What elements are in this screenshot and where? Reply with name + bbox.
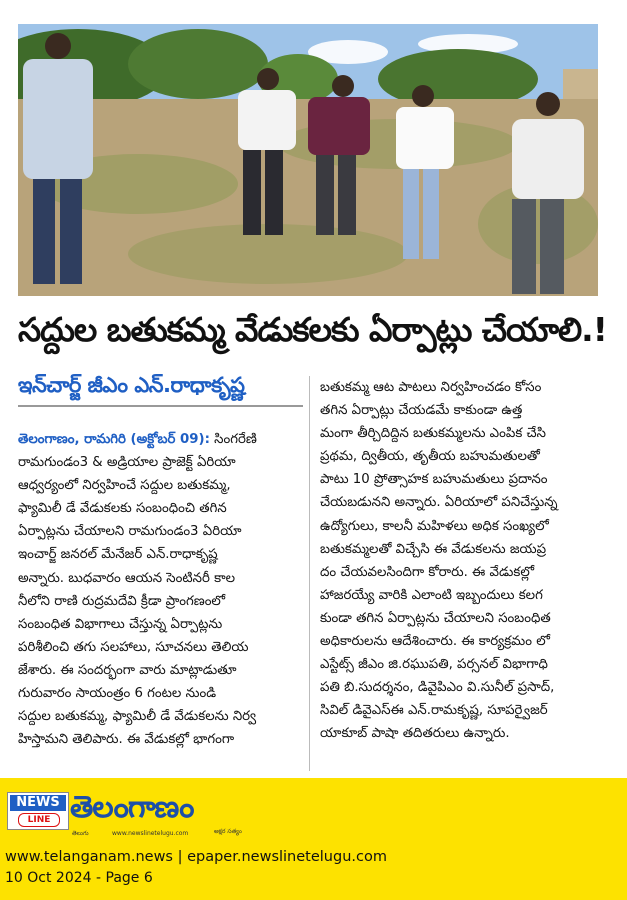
article-line: ఏర్పాట్లను చేయాలని రామగుండం3 ఏరియా [18,524,242,540]
article-line: అధికారులను ఆదేశించారు. ఈ కార్యక్రమం లో [320,634,550,650]
article-line: దం చేయవలసిందిగా కోరారు. ఈ వేడుకల్లో [320,564,535,580]
article-line: హాజరయ్యే వారికి ఎలాంటి ఇబ్బందులు కలగ [320,587,543,603]
logo-line-text: LINE [18,813,60,827]
article-line: చేయబడునని అన్నారు. ఏరియాలో పనిచేస్తున్న [320,495,558,511]
article-line: హిస్తామని తెలిపారు. ఈ వేడుకల్లో భాగంగా [18,732,235,748]
article-line: ఆధ్వర్యంలో నిర్వహించే సద్దుల బతుకమ్మ, [18,478,231,494]
article-line: గురువారం సాయంత్రం 6 గంటల నుండి [18,686,217,702]
article-line: తగిన ఏర్పాట్లు చేయడమే కాకుండా ఉత్త [320,403,523,419]
article-line: కుండా తగిన ఏర్పాట్లను చేయాలని సంబంధిత [320,610,551,626]
wordmark-tagline: అక్షర సత్యం [214,828,242,835]
article-right-column [320,376,600,746]
newsline-logo [7,792,69,830]
wordmark-language-label: తెలుగు [72,830,89,837]
article-line: ఉద్యోగులు, కాలనీ మహిళలు అధిక సంఖ్యలో [320,518,549,534]
article-line: సద్దుల బతుకమ్మ, ఫ్యామిలీ డే వేడుకలను నిర్వ [18,709,257,725]
article-line: నీలోని రాణి రుద్రమదేవి క్రీడా ప్రాంగణంలో [18,593,226,609]
article-subheadline: ఇన్‌చార్జ్ జీఎం ఎన్.రాధాకృష్ణ [18,373,245,397]
article-line: బతుకమ్మలతో విచ్చేసి ఈ వేడుకలను జయప్ర [320,541,547,557]
article-line: ఫ్యామిలీ డే వేడుకలకు సంబంధించి తగిన [18,501,227,517]
article-line: మంగా తీర్చిదిద్దిన బతుకమ్మలను ఎంపిక చేసి [320,426,546,442]
article-left-column [18,428,300,751]
logo-news-text: NEWS [10,795,66,811]
article-line: ఎస్టేట్స్ జీఎం జి.రఘుపతి, పర్సనల్ విభాగాధి [320,657,548,673]
article-line: ఇంచార్జ్ జనరల్ మేనేజర్ ఎన్.రాధాకృష్ణ [18,547,218,563]
footer-page-info: 10 Oct 2024 - Page 6 [5,870,153,886]
wordmark-url: www.newslinetelugu.com [112,830,189,837]
footer-website-links[interactable]: www.telanganam.news | epaper.newslinetelugu.com [5,849,387,865]
article-dateline: తెలంగాణం, రామగిరి (అక్టోబర్ 09): [18,432,210,447]
article-headline: సద్దుల బతుకమ్మ వేడుకలకు ఏర్పాట్లు చేయాలి.! [18,310,607,349]
article-line: అన్నారు. బుధవారం ఆయన సెంటినరీ కాల [18,570,236,586]
article-line: పాటు 10 ప్రోత్సాహక బహుమతులు ప్రదానం [320,472,548,488]
article-line: సంబంధిత విభాగాలు చేస్తున్న ఏర్పాట్లను [18,616,223,632]
article-line: పరిశీలించి తగు సలహాలు, సూచనలు తెలియ [18,639,249,655]
subhead-underline [18,405,303,407]
article-photo [18,24,598,296]
article-line: జేశారు. ఈ సందర్భంగా వారు మాట్లాడుతూ [18,662,237,678]
telanganam-wordmark: తెలంగాణం [70,790,194,825]
article-line: ప్రథమ, ద్వితీయ, తృతీయ బహుమతులతో [320,449,540,465]
article-line: తెలంగాణం, రామగిరి (అక్టోబర్ 09): సింగరేణి [18,432,257,447]
article-line: బతుకమ్మ ఆట పాటలు నిర్వహించడం కోసం [320,380,542,395]
column-divider [309,376,310,771]
article-line: రామగుండం3 & అడ్రియాల ప్రాజెక్ట్ ఏరియా [18,455,236,471]
article-line: సివిల్ డివైఎస్ఈ ఎన్.రామకృష్ణ, సూపర్వైజర్ [320,703,548,719]
article-line: యాకూబ్ పాషా తదితరులు ఉన్నారు. [320,726,510,742]
article-line: పతి బి.సుదర్శనం, డివైపిఎం వి.సునీల్ ప్రసాద్, [320,680,555,696]
footer-banner [0,778,627,900]
